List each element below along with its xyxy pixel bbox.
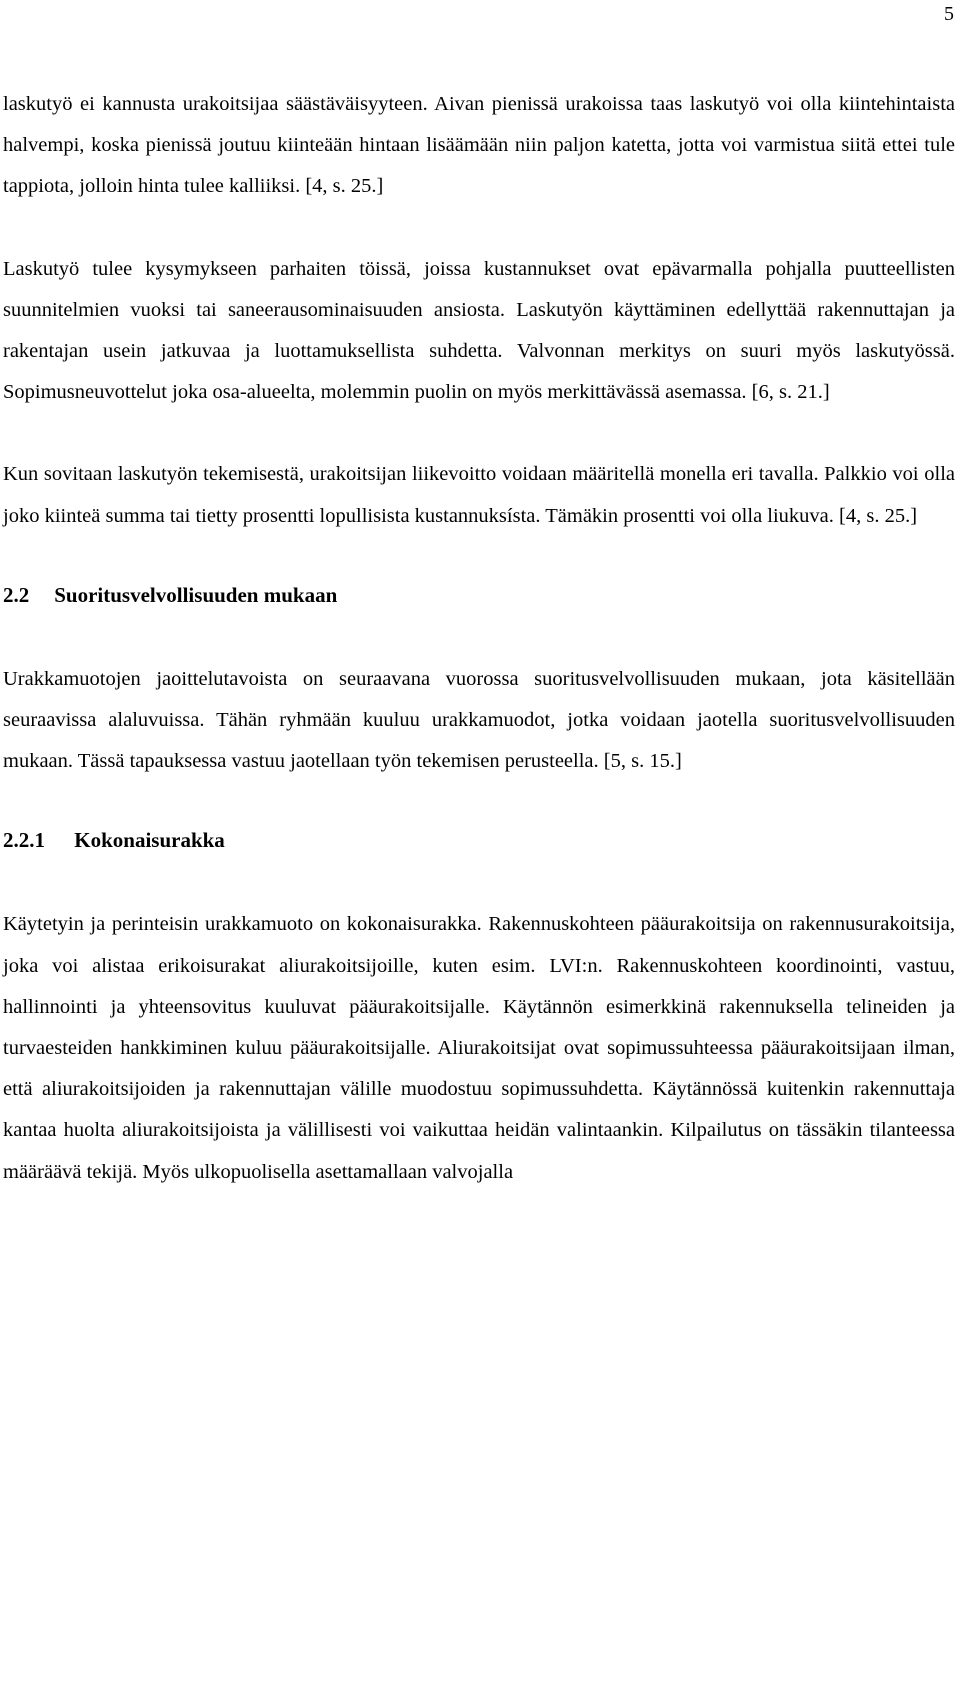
page-number: 5 (944, 3, 954, 25)
paragraph-laskutyo-kysymys: Laskutyö tulee kysymykseen parhaiten töissä, joissa kustannukset ovat epävarmalla pohjalla puutteellisten suunnitelmien vuoksi tai saneerausominaisuuden ansiosta. Laskutyön käyttäminen edellyttää rakennuttajan ja rakentajan usein jatkuvaa ja luottamuksellista suhdetta. Valvonnan merkitys on suuri myös laskutyössä. Sopimusneuvottelut joka osa-alueelta, molemmin puolin on myös merkittävässä asemassa. [6, s. 21.] (3, 257, 955, 404)
section-title: Kokonaisurakka (74, 828, 225, 853)
section-title: Suoritusvelvollisuuden mukaan (54, 582, 338, 607)
paragraph-suoritusvelvollisuus: Urakkamuotojen jaoittelutavoista on seuraavana vuorossa suoritusvelvollisuuden mukaan, jota käsitellään seuraavissa alaluvuissa. Tähän ryhmään kuuluu urakkamuodot, jotka voidaan jaotella suoritusvelvollisuuden mukaan. Tässä tapauksessa vastuu jaotellaan työn tekemisen perusteella. [5, s. 15.] (3, 667, 955, 773)
paragraph-liikevoitto: Kun sovitaan laskutyön tekemisestä, urakoitsijan liikevoitto voidaan määritellä monella eri tavalla. Palkkio voi olla joko kiinteä summa tai tietty prosentti lopullisista kustannuksísta. Tämäkin prosentti voi olla liukuva. [4, s. 25.] (3, 463, 955, 527)
document-body (3, 84, 955, 1193)
section-heading-2-2 (3, 581, 955, 609)
paragraph-laskutyo-saastavaisyys: laskutyö ei kannusta urakoitsijaa säästäväisyyteen. Aivan pienissä urakoissa taas laskutyö voi olla kiintehintaista halvempi, koska pienissä joutuu kiinteään hintaan lisäämään niin paljon katetta, jotta voi varmistua siitä ettei tule tappiota, jolloin hinta tulee kalliiksi. [4, s. 25.] (3, 93, 955, 198)
section-number: 2.2.1 (3, 828, 45, 853)
section-number: 2.2 (3, 582, 30, 607)
paragraph-kokonaisurakka: Käytetyin ja perinteisin urakkamuoto on kokonaisurakka. Rakennuskohteen pääurakoitsija on rakennusurakoitsija, joka voi alistaa erikoisurakat aliurakoitsijoille, kuten esim. LVI:n. Rakennuskohteen koordinointi, vastuu, hallinnointi ja yhteensovitus kuuluvat pääurakoitsijalle. Käytännön esimerkkinä rakennuksella telineiden ja turvaesteiden hankkiminen kuluu pääurakoitsijalle. Aliurakoitsijat ovat sopimussuhteessa pääurakoitsijaan ilman, että aliurakoitsijoiden ja rakennuttajan välille muodostuu sopimussuhdetta. Käytännössä kuitenkin rakennuttaja kantaa huolta aliurakoitsijoista ja välillisesti voi vaikuttaa heidän valintaankin. Kilpailutus on tässäkin tilanteessa määräävä tekijä. Myös ulkopuolisella asettamallaan valvojalla (3, 913, 955, 1183)
section-heading-2-2-1 (3, 826, 955, 854)
